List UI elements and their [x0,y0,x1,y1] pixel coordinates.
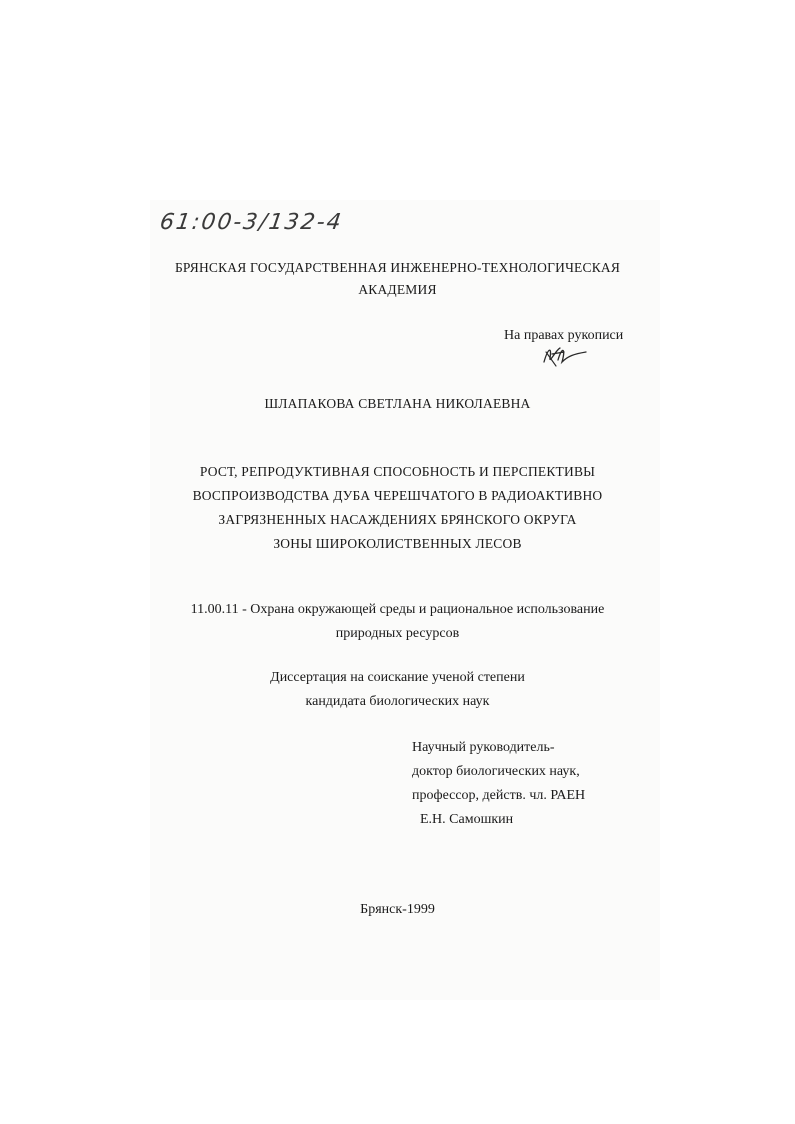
specialty-line-2: природных ресурсов [335,626,460,641]
supervisor-line-3: профессор, действ. чл. РАЕН [412,788,586,803]
author-name: ШЛАПАКОВА СВЕТЛАНА НИКОЛАЕВНА [264,396,531,411]
thesis-title-line-1: РОСТ, РЕПРОДУКТИВНАЯ СПОСОБНОСТЬ И ПЕРСПЕКТИВЫ [199,464,596,479]
supervisor-name: Е.Н. Самошкин [420,812,514,827]
institution-line-2: АКАДЕМИЯ [358,282,437,297]
place-year: Брянск-1999 [360,902,435,917]
degree-line-1: Диссертация на соискание ученой степени [270,670,525,685]
supervisor-line-1: Научный руководитель- [412,740,555,755]
manuscript-rights-note: На правах рукописи [504,328,624,343]
specialty-line-1: 11.00.11 - Охрана окружающей среды и рациональное использование [190,602,605,617]
degree-line-2: кандидата биологических наук [305,694,490,709]
thesis-title-line-2: ВОСПРОИЗВОДСТВА ДУБА ЧЕРЕШЧАТОГО В РАДИОАКТИВНО [192,488,603,503]
thesis-title-line-3: ЗАГРЯЗНЕННЫХ НАСАЖДЕНИЯХ БРЯНСКОГО ОКРУГА [218,512,577,527]
thesis-title-line-4: ЗОНЫ ШИРОКОЛИСТВЕННЫХ ЛЕСОВ [273,536,522,551]
archive-code-handwritten: 61:00-3/132-4 [158,210,345,235]
institution-line-1: БРЯНСКАЯ ГОСУДАРСТВЕННАЯ ИНЖЕНЕРНО-ТЕХНОЛОГИЧЕСКАЯ [174,260,621,275]
signature-mark [538,340,588,370]
supervisor-line-2: доктор биологических наук, [412,764,580,779]
